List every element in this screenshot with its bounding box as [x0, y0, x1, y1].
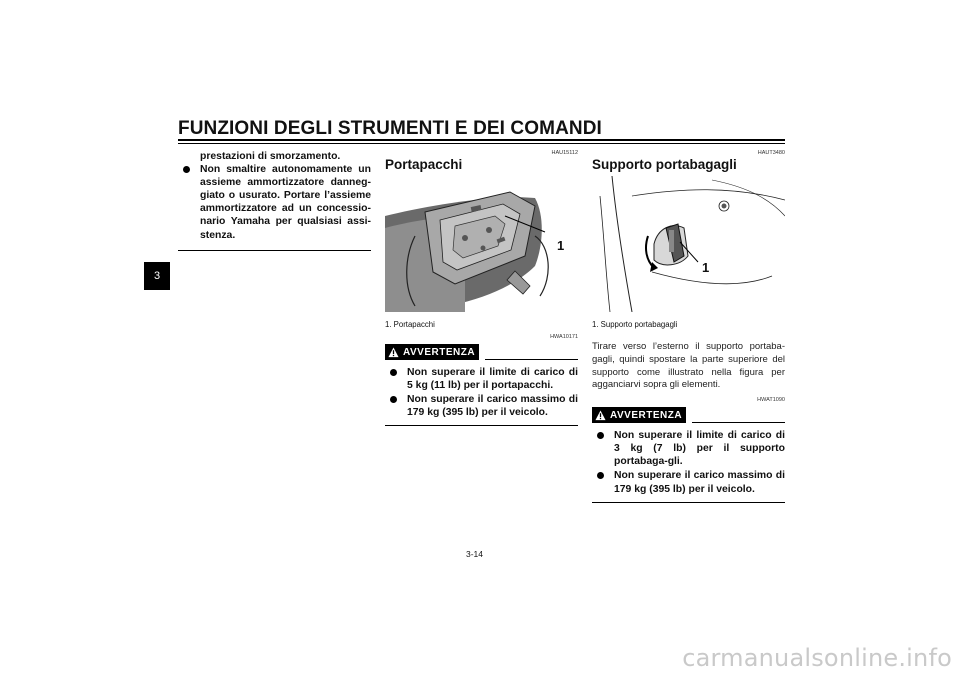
carrier-illustration	[385, 176, 578, 312]
luggage-hook-drawing	[592, 176, 785, 312]
section-title-portapacchi: Portapacchi	[385, 157, 463, 172]
header-rule	[178, 139, 785, 141]
warning-item-text: Non superare il limite di carico di 5 kg (11 lb) per il portapacchi.	[407, 367, 578, 392]
column-1	[178, 150, 371, 251]
figure-caption: 1. Portapacchi	[385, 320, 435, 329]
callout-number: 1	[557, 238, 565, 253]
page-title: FUNZIONI DEGLI STRUMENTI E DEI COMANDI	[178, 118, 602, 139]
warning-badge	[592, 407, 686, 423]
column-3	[592, 150, 785, 503]
warning-code: HWA10171	[550, 334, 578, 340]
bullet-icon	[390, 369, 397, 376]
header-rule-thin	[178, 143, 785, 144]
luggage-hook-illustration	[592, 176, 785, 312]
section-end-rule	[385, 425, 578, 426]
column-2	[385, 150, 578, 426]
callout-number: 1	[702, 260, 710, 275]
warning-rule	[692, 422, 785, 423]
bullet-icon	[597, 472, 604, 479]
warning-badge	[385, 344, 479, 360]
carrier-drawing	[385, 176, 578, 312]
chapter-tab[interactable]: 3	[144, 262, 170, 290]
warning-item	[385, 366, 578, 392]
section-code: HAUT3480	[757, 150, 785, 156]
continued-text: prestazioni di smorzamento.	[200, 151, 341, 162]
instruction-text: Tirare verso l’esterno il supporto portaba-gagli, quindi spostare la parte superiore del supporto come illustrato nella figura per agganciarvi sopra gli elementi.	[592, 341, 785, 391]
warning-label: AVVERTENZA	[610, 409, 683, 421]
warning-header	[592, 407, 785, 423]
warning-label: AVVERTENZA	[403, 346, 476, 358]
warning-rule	[485, 359, 578, 360]
bullet-text: Non smaltire autonomamente un assieme ammortizzatore danneg-giato o usurato. Portare l’assieme ammortizzatore ad un concessio-nario Yamaha per qualsiasi assi-stenza.	[200, 164, 371, 241]
warning-item	[385, 393, 578, 419]
warning-triangle-icon	[595, 410, 606, 421]
watermark[interactable]: carmanualsonline.info	[682, 644, 952, 672]
warning-item-text: Non superare il carico massimo di 179 kg (395 lb) per il veicolo.	[407, 394, 578, 419]
warning-header	[385, 344, 578, 360]
warning-triangle-icon	[388, 347, 399, 358]
bullet-icon	[183, 166, 190, 173]
warning-item	[592, 469, 785, 495]
warning-item-text: Non superare il limite di carico di 3 kg (7 lb) per il supporto portabaga-gli.	[614, 430, 785, 468]
warning-body	[385, 366, 578, 419]
page-number: 3-14	[466, 549, 484, 559]
section-end-rule	[178, 250, 371, 251]
bullet-icon	[390, 396, 397, 403]
section-title-supporto: Supporto portabagagli	[592, 157, 737, 172]
bullet-icon	[597, 432, 604, 439]
warning-item	[592, 429, 785, 468]
figure-caption: 1. Supporto portabagagli	[592, 320, 678, 329]
warning-box	[385, 334, 578, 426]
warning-body	[592, 429, 785, 495]
section-code: HAU15112	[551, 150, 578, 156]
warning-item-text: Non superare il carico massimo di 179 kg (395 lb) per il veicolo.	[614, 470, 785, 495]
warning-box	[592, 397, 785, 502]
bullet-item	[178, 163, 371, 242]
warning-code: HWAT1090	[757, 397, 785, 404]
section-end-rule	[592, 502, 785, 503]
